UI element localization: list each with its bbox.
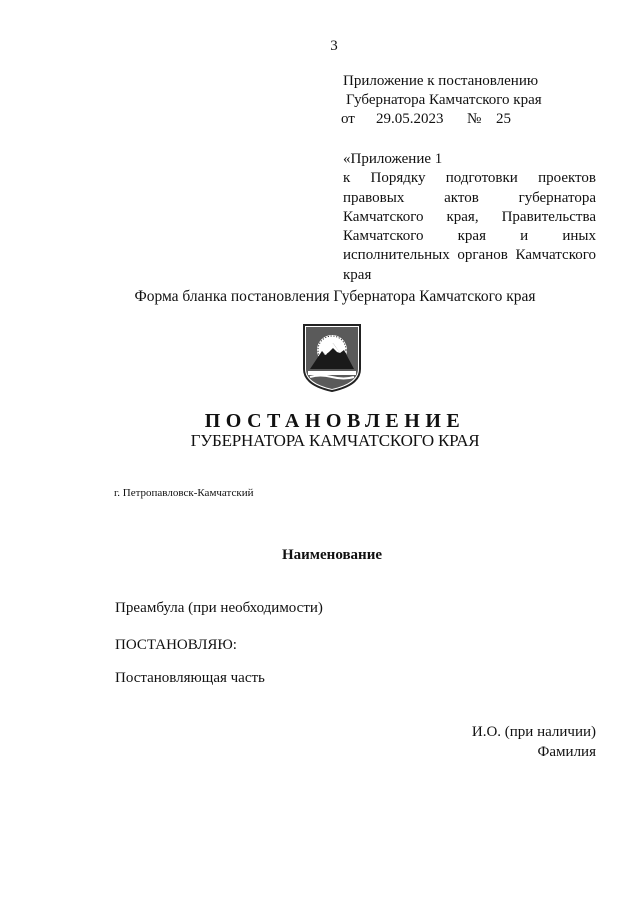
decree-word: ПОСТАНОВЛЯЮ: [115,637,237,653]
city-label: г. Петропавловск-Камчатский [114,487,254,499]
operative-part-text: Постановляющая часть [115,670,265,686]
form-title: Форма бланка постановления Губернатора Камчатского края [134,288,536,305]
annex-block [343,150,596,285]
document-heading: ПОСТАНОВЛЕНИЕ [204,410,466,432]
document-name: Наименование [282,547,382,563]
signature-block [472,722,596,762]
kamchatka-coat-of-arms-icon [302,323,362,393]
appendix-line-1: Приложение к постановлению [343,73,539,89]
preamble-text: Преамбула (при необходимости) [115,600,323,616]
decree-number: 25 [496,111,511,127]
annex-line: Камчатского края, Правительства [343,208,596,225]
annex-line: Камчатского края и иных [343,228,596,245]
annex-line: исполнительных органов Камчатского [343,247,596,264]
from-label: от [341,111,355,127]
document-subheading: ГУБЕРНАТОРА КАМЧАТСКОГО КРАЯ [190,431,480,450]
annex-line: правовых актов губернатора [343,189,596,206]
annex-line: к Порядку подготовки проектов [343,170,596,187]
number-label: № [467,111,482,127]
annex-line: края [343,266,372,283]
page-number: 3 [330,38,338,54]
annex-line: «Приложение 1 [343,151,443,167]
appendix-line-2: Губернатора Камчатского края [346,92,542,108]
appendix-date-line [341,110,541,129]
decree-date: 29.05.2023 [376,111,444,127]
signature-surname: Фамилия [537,744,596,760]
signature-initials: И.О. (при наличии) [471,724,596,740]
